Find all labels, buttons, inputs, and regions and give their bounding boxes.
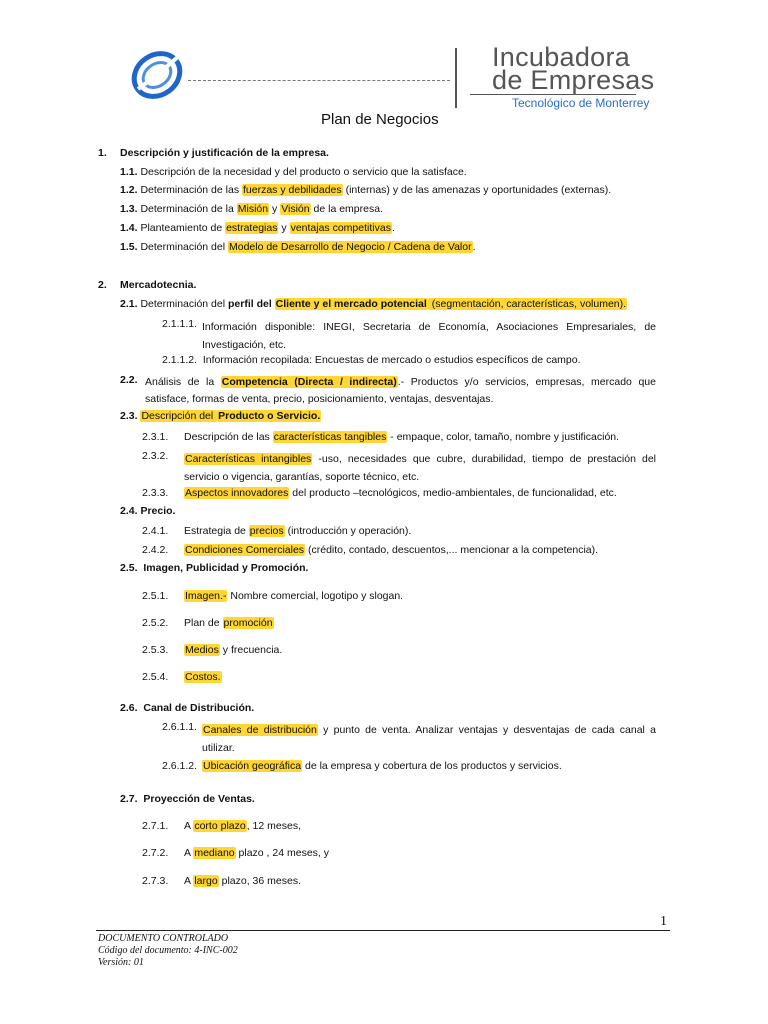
section-2-number: 2. <box>98 279 107 291</box>
item-2-7-1-number: 2.7.1. <box>142 820 169 832</box>
item-2-1-1-2: 2.1.1.2. Información recopilada: Encuestas de mercado o estudios específicos de campo. <box>162 354 581 366</box>
item-2-7-3-number: 2.7.3. <box>142 875 169 887</box>
item-2-7-2-number: 2.7.2. <box>142 847 169 859</box>
brand-underline <box>470 94 636 95</box>
item-2-4-2: Condiciones Comerciales (crédito, contado, descuentos,... mencionar a la competencia). <box>185 544 599 556</box>
item-2-5-3: Medios y frecuencia. <box>185 644 283 656</box>
item-2-6-1-1-number: 2.6.1.1. <box>162 721 198 733</box>
item-2-2: Análisis de la Competencia (Directa / indirecta).- Productos y/o servicios, empresas, mercado que satisface, formas de venta, precio, posicionamiento, ventajas, desventajas. <box>145 376 656 405</box>
footer-version: Versión: 01 <box>98 957 144 968</box>
item-2-5-3-number: 2.5.3. <box>142 644 169 656</box>
item-2-5: 2.5. Imagen, Publicidad y Promoción. <box>120 562 309 574</box>
brand-subtitle: Tecnológico de Monterrey <box>512 96 650 110</box>
item-2-6-1-2-number: 2.6.1.2. <box>162 760 198 772</box>
item-2-7-2: A mediano plazo , 24 meses, y <box>184 847 330 859</box>
item-2-1: 2.1. Determinación del perfil del Cliente y el mercado potencial (segmentación, características, volumen). <box>120 298 627 310</box>
section-2-title: Mercadotecnia. <box>120 279 197 291</box>
item-2-6-1-2: Ubicación geográfica de la empresa y cobertura de los productos y servicios. <box>203 760 562 772</box>
item-2-5-2: Plan de promoción <box>184 617 273 629</box>
item-2-4-2-number: 2.4.2. <box>142 544 169 556</box>
item-2-5-2-number: 2.5.2. <box>142 617 169 629</box>
item-2-3-1: Descripción de las características tangibles - empaque, color, tamaño, nombre y justificación. <box>184 431 620 443</box>
section-1-title: Descripción y justificación de la empresa. <box>120 147 329 159</box>
item-2-5-1: Imagen.- Nombre comercial, logotipo y slogan. <box>185 590 404 602</box>
item-2-4-1-number: 2.4.1. <box>142 525 169 537</box>
item-2-3-1-number: 2.3.1. <box>142 431 169 443</box>
header-dashed-rule <box>188 80 450 81</box>
brand-line-1: Incubadora <box>492 42 631 72</box>
item-2-3-3: Aspectos innovadores del producto –tecnológicos, medio-ambientales, de funcionalidad, etc. <box>185 487 617 499</box>
page-title: Plan de Negocios <box>321 111 439 128</box>
item-2-6-1-1: Canales de distribución y punto de venta. Analizar ventajas y desventajas de cada canal a utilizar. <box>202 724 656 754</box>
footer-rule <box>96 930 670 931</box>
item-2-3: 2.3. Descripción del Producto o Servicio. <box>120 410 321 422</box>
item-2-7: 2.7. Proyección de Ventas. <box>120 793 255 805</box>
item-2-5-1-number: 2.5.1. <box>142 590 169 602</box>
item-2-7-3: A largo plazo, 36 meses. <box>184 875 301 887</box>
item-2-3-2: Características intangibles -uso, necesidades que cubre, durabilidad, tiempo de prestación del servicio o vigencia, garantías, soporte técnico, etc. <box>184 453 657 483</box>
item-1-1: 1.1. Descripción de la necesidad y del producto o servicio que la satisface. <box>120 166 467 178</box>
item-2-3-2-number: 2.3.2. <box>142 450 169 462</box>
item-2-3-3-number: 2.3.3. <box>142 487 169 499</box>
item-2-5-4: Costos. <box>185 671 221 683</box>
item-2-2-number: 2.2. <box>120 374 138 386</box>
item-2-7-1: A corto plazo, 12 meses, <box>184 820 301 832</box>
brand-line-2: de Empresas <box>492 65 655 95</box>
item-2-1-1-1: Información disponible: INEGI, Secretaria de Economía, Asociaciones Empresariales, de Investigación, etc. <box>202 321 656 351</box>
item-2-4-1: Estrategia de precios (introducción y operación). <box>184 525 412 537</box>
item-2-1-1-1-number: 2.1.1.1. <box>162 318 198 330</box>
item-1-3: 1.3. Determinación de la Misión y Visión de la empresa. <box>120 203 383 215</box>
footer-controlled-doc: DOCUMENTO CONTROLADO <box>98 933 229 944</box>
section-1-number: 1. <box>98 147 107 159</box>
tec-logo-icon <box>128 45 186 103</box>
item-2-5-4-number: 2.5.4. <box>142 671 169 683</box>
header-divider <box>455 48 457 108</box>
page-number: 1 <box>660 914 667 929</box>
item-1-2: 1.2. Determinación de las fuerzas y debilidades (internas) y de las amenazas y oportunidades (externas). <box>120 184 612 196</box>
item-2-4: 2.4. Precio. <box>120 505 176 517</box>
item-2-6: 2.6. Canal de Distribución. <box>120 702 255 714</box>
item-1-5: 1.5. Determinación del Modelo de Desarrollo de Negocio / Cadena de Valor. <box>120 241 476 253</box>
item-1-4: 1.4. Planteamiento de estrategias y ventajas competitivas. <box>120 222 395 234</box>
footer-doc-code: Código del documento: 4-INC-002 <box>98 945 238 956</box>
